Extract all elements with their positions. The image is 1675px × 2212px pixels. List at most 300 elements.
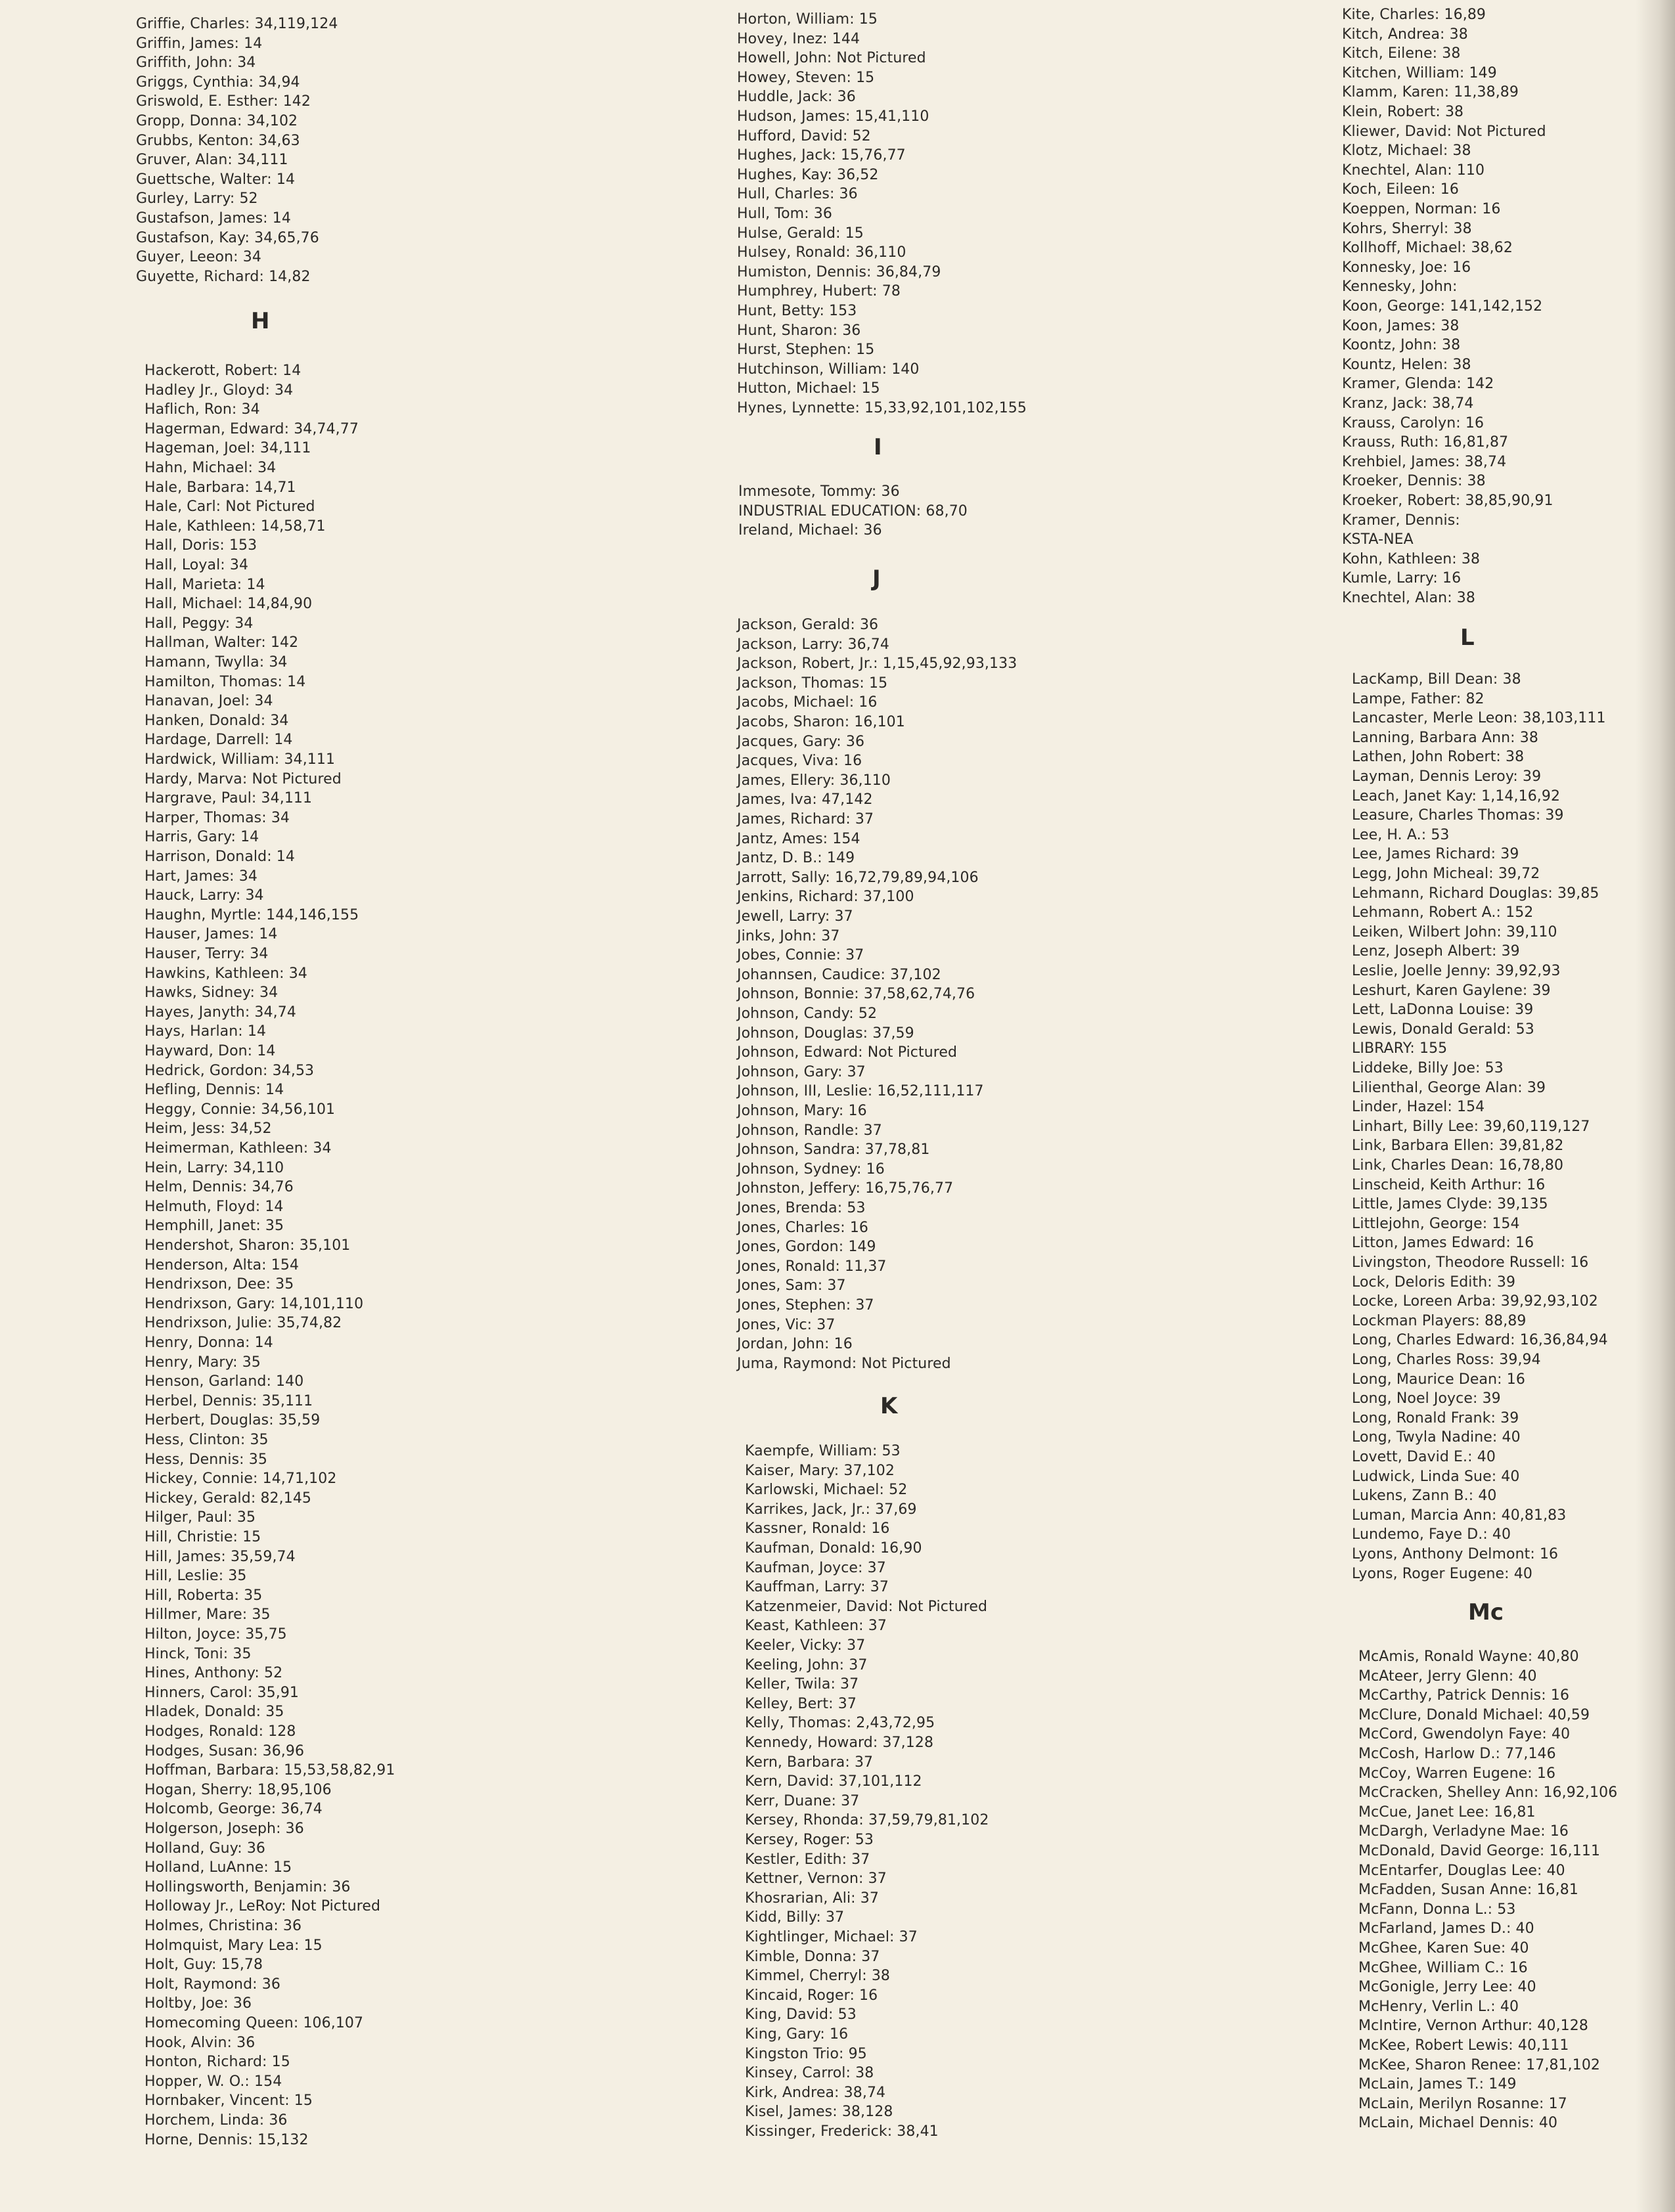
index-entry: Johnson, Bonnie: 37,58,62,74,76	[737, 986, 975, 1003]
index-entry: Hulse, Gerald: 15	[737, 225, 864, 242]
index-entry: Henson, Garland: 140	[145, 1373, 304, 1390]
index-entry: Lukens, Zann B.: 40	[1352, 1488, 1497, 1505]
index-entry: Lilienthal, George Alan: 39	[1352, 1079, 1546, 1096]
index-entry: Heggy, Connie: 34,56,101	[145, 1101, 336, 1118]
index-entry: Hamilton, Thomas: 14	[145, 673, 306, 690]
index-entry: Hanken, Donald: 34	[145, 712, 289, 729]
index-entry: Jackson, Larry: 36,74	[737, 636, 890, 653]
index-entry: Kersey, Roger: 53	[745, 1832, 874, 1848]
index-entry: Long, Noel Joyce: 39	[1352, 1390, 1501, 1407]
index-entry: Holloway Jr., LeRoy: Not Pictured	[145, 1898, 381, 1915]
index-entry: Hilger, Paul: 35	[145, 1509, 256, 1526]
index-entry: Kaufman, Donald: 16,90	[745, 1540, 922, 1557]
index-entry: Litton, James Edward: 16	[1352, 1235, 1534, 1252]
index-entry: Hill, Leslie: 35	[145, 1568, 247, 1585]
index-entry: Jantz, D. B.: 149	[737, 850, 855, 867]
index-entry: Kestler, Edith: 37	[745, 1851, 870, 1868]
index-entry: Holgerson, Joseph: 36	[145, 1821, 304, 1837]
index-entry: Hladek, Donald: 35	[145, 1704, 284, 1721]
index-entry: Jacobs, Sharon: 16,101	[737, 714, 905, 730]
index-entry: Kisel, James: 38,128	[745, 2104, 893, 2121]
index-entry: Hendrixson, Dee: 35	[145, 1276, 294, 1293]
index-entry: Griswold, E. Esther: 142	[136, 93, 311, 110]
index-entry: Linhart, Billy Lee: 39,60,119,127	[1352, 1118, 1590, 1135]
index-entry: Hess, Clinton: 35	[145, 1432, 269, 1448]
index-entry: Lett, LaDonna Louise: 39	[1352, 1002, 1534, 1019]
index-entry: Jordan, John: 16	[737, 1336, 853, 1353]
index-entry: McGhee, William C.: 16	[1358, 1959, 1528, 1976]
index-entry: McAmis, Ronald Wayne: 40,80	[1358, 1648, 1579, 1665]
index-entry: Heim, Jess: 34,52	[145, 1120, 272, 1138]
index-entry: Kollhoff, Michael: 38,62	[1342, 240, 1513, 257]
index-entry: McCosh, Harlow D.: 77,146	[1358, 1746, 1556, 1762]
index-entry: Hill, James: 35,59,74	[145, 1548, 296, 1565]
index-entry: McCoy, Warren Eugene: 16	[1358, 1765, 1556, 1782]
index-entry: Hardage, Darrell: 14	[145, 732, 293, 749]
index-entry: Hawks, Sidney: 34	[145, 984, 279, 1002]
index-entry: Guettsche, Walter: 14	[136, 171, 296, 188]
index-entry: Hallman, Walter: 142	[145, 634, 299, 652]
index-entry: Hayward, Don: 14	[145, 1043, 276, 1059]
index-entry: Kitch, Andrea: 38	[1342, 26, 1468, 43]
index-entry: Hageman, Joel: 34,111	[145, 440, 311, 457]
index-entry: Hodges, Ronald: 128	[145, 1723, 296, 1740]
index-entry: Johnson, Randle: 37	[737, 1122, 882, 1139]
index-entry: Kelly, Thomas: 2,43,72,95	[745, 1715, 935, 1732]
index-entry: Kramer, Dennis:	[1342, 512, 1460, 529]
index-entry: Heimerman, Kathleen: 34	[145, 1140, 332, 1157]
index-entry: Kite, Charles: 16,89	[1342, 7, 1486, 23]
index-entry: Hovey, Inez: 144	[737, 30, 860, 47]
index-entry: Kohrs, Sherryl: 38	[1342, 220, 1472, 237]
index-entry: Layman, Dennis Leroy: 39	[1352, 768, 1542, 785]
index-entry: Kroeker, Robert: 38,85,90,91	[1342, 493, 1553, 509]
index-entry: Johnston, Jeffery: 16,75,76,77	[737, 1180, 954, 1197]
index-entry: Kettner, Vernon: 37	[745, 1870, 887, 1888]
index-entry: Henderson, Alta: 154	[145, 1256, 300, 1273]
section-letter-heading: L	[1460, 625, 1475, 651]
index-entry: Juma, Raymond: Not Pictured	[737, 1355, 951, 1372]
index-entry: Ludwick, Linda Sue: 40	[1352, 1468, 1520, 1485]
index-entry: James, Ellery: 36,110	[737, 772, 891, 789]
index-entry: Lyons, Roger Eugene: 40	[1352, 1565, 1532, 1582]
index-entry: Hamann, Twylla: 34	[145, 654, 288, 671]
index-entry: Keast, Kathleen: 37	[745, 1618, 887, 1635]
index-entry: Gustafson, James: 14	[136, 210, 291, 227]
index-entry: Koeppen, Norman: 16	[1342, 201, 1501, 217]
index-entry: Hulsey, Ronald: 36,110	[737, 244, 906, 261]
index-entry: Leiken, Wilbert John: 39,110	[1352, 923, 1557, 940]
index-entry: Gruver, Alan: 34,111	[136, 152, 288, 169]
index-entry: McCord, Gwendolyn Faye: 40	[1358, 1726, 1571, 1743]
index-entry: King, Gary: 16	[745, 2026, 849, 2043]
index-entry: Lyons, Anthony Delmont: 16	[1352, 1546, 1559, 1562]
index-entry: Guyette, Richard: 14,82	[136, 268, 311, 285]
index-entry: Hodges, Susan: 36,96	[145, 1742, 305, 1759]
index-entry: Hull, Tom: 36	[737, 206, 832, 222]
index-entry: Hein, Larry: 34,110	[145, 1159, 284, 1176]
index-entry: INDUSTRIAL EDUCATION: 68,70	[738, 502, 968, 520]
index-entry: Haughn, Myrtle: 144,146,155	[145, 906, 359, 923]
index-entry: Klotz, Michael: 38	[1342, 143, 1471, 160]
index-entry: Linder, Hazel: 154	[1352, 1099, 1485, 1116]
index-entry: Link, Barbara Ellen: 39,81,82	[1352, 1138, 1564, 1155]
index-entry: Johnson, Gary: 37	[737, 1063, 866, 1080]
index-entry: Locke, Loreen Arba: 39,92,93,102	[1352, 1293, 1598, 1310]
index-entry: Koon, James: 38	[1342, 317, 1460, 334]
index-entry: McGhee, Karen Sue: 40	[1358, 1940, 1529, 1957]
index-entry: LacKamp, Bill Dean: 38	[1352, 671, 1521, 688]
index-entry: Henry, Mary: 35	[145, 1354, 261, 1371]
index-entry: Hynes, Lynnette: 15,33,92,101,102,155	[737, 400, 1027, 416]
index-entry: Hilton, Joyce: 35,75	[145, 1626, 287, 1643]
index-entry: Helmuth, Floyd: 14	[145, 1198, 284, 1215]
index-entry: Kennedy, Howard: 37,128	[745, 1735, 934, 1751]
index-entry: Harper, Thomas: 34	[145, 809, 290, 826]
index-entry: Leslie, Joelle Jenny: 39,92,93	[1352, 963, 1561, 979]
index-entry: Lathen, John Robert: 38	[1352, 749, 1525, 766]
index-entry: Gurley, Larry: 52	[136, 190, 258, 208]
index-entry: Long, Charles Ross: 39,94	[1352, 1352, 1541, 1368]
index-entry: Hackerott, Robert: 14	[145, 363, 302, 379]
index-entry: Jewell, Larry: 37	[737, 908, 853, 925]
index-entry: Kersey, Rhonda: 37,59,79,81,102	[745, 1812, 989, 1829]
index-entry: Kountz, Helen: 38	[1342, 356, 1471, 373]
index-entry: Hughes, Jack: 15,76,77	[737, 147, 906, 164]
index-entry: Humphrey, Hubert: 78	[737, 283, 901, 300]
index-entry: Hauck, Larry: 34	[145, 887, 264, 904]
index-entry: Hendrixson, Julie: 35,74,82	[145, 1315, 342, 1332]
index-entry: Horne, Dennis: 15,132	[145, 2131, 309, 2148]
index-entry: Lancaster, Merle Leon: 38,103,111	[1352, 710, 1606, 727]
index-entry: Hale, Kathleen: 14,58,71	[145, 518, 326, 535]
index-entry: James, Richard: 37	[737, 811, 874, 828]
index-entry: Holland, Guy: 36	[145, 1840, 266, 1857]
index-entry: Hurst, Stephen: 15	[737, 342, 875, 359]
index-entry: Hawkins, Kathleen: 34	[145, 965, 307, 982]
index-entry: Klein, Robert: 38	[1342, 104, 1464, 120]
index-entry: Long, Ronald Frank: 39	[1352, 1409, 1519, 1427]
index-entry: Kidd, Billy: 37	[745, 1909, 845, 1926]
index-entry: Lock, Deloris Edith: 39	[1352, 1273, 1516, 1291]
index-entry: Jobes, Connie: 37	[737, 947, 864, 964]
index-entry: Jarrott, Sally: 16,72,79,89,94,106	[737, 869, 979, 886]
index-entry: Jinks, John: 37	[737, 927, 840, 944]
index-entry: Leach, Janet Kay: 1,14,16,92	[1352, 787, 1561, 805]
index-entry: Jackson, Robert, Jr.: 1,15,45,92,93,133	[737, 655, 1017, 673]
index-entry: Linscheid, Keith Arthur: 16	[1352, 1176, 1546, 1193]
index-entry: Hollingsworth, Benjamin: 36	[145, 1878, 351, 1895]
index-entry: McCracken, Shelley Ann: 16,92,106	[1358, 1784, 1618, 1802]
index-entry: Hall, Michael: 14,84,90	[145, 596, 313, 613]
index-entry: Hauser, James: 14	[145, 926, 278, 943]
index-entry: Holmquist, Mary Lea: 15	[145, 1937, 323, 1954]
index-entry: Holmes, Christina: 36	[145, 1918, 302, 1934]
index-entry: Griffin, James: 14	[136, 35, 263, 52]
index-entry: Leasure, Charles Thomas: 39	[1352, 807, 1564, 824]
index-entry: Hutchinson, William: 140	[737, 361, 920, 378]
index-entry: Knechtel, Alan: 110	[1342, 162, 1485, 179]
index-entry: Lehmann, Richard Douglas: 39,85	[1352, 885, 1599, 902]
index-entry: Link, Charles Dean: 16,78,80	[1352, 1157, 1564, 1174]
index-entry: Gropp, Donna: 34,102	[136, 113, 298, 129]
index-entry: King, David: 53	[745, 2006, 857, 2024]
index-entry: Kassner, Ronald: 16	[745, 1520, 890, 1537]
index-entry: Keller, Twila: 37	[745, 1676, 859, 1693]
index-entry: Krauss, Ruth: 16,81,87	[1342, 434, 1509, 451]
index-entry: Jones, Sam: 37	[737, 1277, 846, 1294]
index-entry: Krauss, Carolyn: 16	[1342, 414, 1485, 431]
index-entry: Hays, Harlan: 14	[145, 1023, 267, 1040]
index-entry: Hillmer, Mare: 35	[145, 1606, 271, 1624]
index-entry: Howey, Steven: 15	[737, 69, 875, 86]
index-entry: Koch, Eileen: 16	[1342, 181, 1459, 198]
index-entry: LIBRARY: 155	[1352, 1040, 1448, 1057]
page-edge-shadow	[1636, 0, 1675, 2212]
index-entry: Hinners, Carol: 35,91	[145, 1684, 300, 1701]
index-entry: McFarland, James D.: 40	[1358, 1920, 1534, 1937]
index-entry: Kelley, Bert: 37	[745, 1695, 857, 1712]
index-entry: Krehbiel, James: 38,74	[1342, 453, 1507, 470]
index-entry: Jones, Brenda: 53	[737, 1200, 866, 1216]
index-entry: Hickey, Gerald: 82,145	[145, 1490, 312, 1507]
index-entry: McDargh, Verladyne Mae: 16	[1358, 1823, 1569, 1840]
index-entry: Herbel, Dennis: 35,111	[145, 1392, 313, 1409]
index-entry: Hall, Loyal: 34	[145, 557, 249, 573]
index-entry: McDonald, David George: 16,111	[1358, 1843, 1601, 1859]
index-entry: Jones, Vic: 37	[737, 1316, 836, 1333]
index-entry: Kern, Barbara: 37	[745, 1754, 874, 1771]
index-entry: Jackson, Gerald: 36	[737, 617, 879, 633]
index-entry: Hoffman, Barbara: 15,53,58,82,91	[145, 1762, 395, 1779]
index-entry: Kern, David: 37,101,112	[745, 1773, 922, 1790]
index-entry: Kimmel, Cherryl: 38	[745, 1968, 891, 1985]
index-entry: Kaiser, Mary: 37,102	[745, 1462, 895, 1479]
index-entry: Johnson, III, Leslie: 16,52,111,117	[737, 1083, 984, 1100]
index-entry: Littlejohn, George: 154	[1352, 1215, 1520, 1232]
index-entry: Hook, Alvin: 36	[145, 2034, 256, 2051]
index-entry: Holcomb, George: 36,74	[145, 1801, 323, 1818]
index-entry: Lenz, Joseph Albert: 39	[1352, 943, 1520, 960]
index-entry: Hall, Peggy: 34	[145, 615, 254, 632]
index-entry: McFadden, Susan Anne: 16,81	[1358, 1882, 1578, 1899]
index-entry: Holt, Raymond: 36	[145, 1976, 280, 1993]
section-letter-heading: H	[251, 308, 270, 334]
index-entry: Luman, Marcia Ann: 40,81,83	[1352, 1507, 1567, 1524]
index-entry: Kaempfe, William: 53	[745, 1443, 901, 1459]
index-entry: McFann, Donna L.: 53	[1358, 1901, 1516, 1918]
index-entry: Hughes, Kay: 36,52	[737, 166, 879, 183]
index-entry: Lockman Players: 88,89	[1352, 1312, 1527, 1329]
index-entry: McCue, Janet Lee: 16,81	[1358, 1803, 1536, 1821]
index-entry: Jacques, Gary: 36	[737, 733, 865, 750]
index-entry: McHenry, Verlin L.: 40	[1358, 1998, 1519, 2015]
index-entry: Kauffman, Larry: 37	[745, 1579, 889, 1596]
index-entry: McLain, Merilyn Rosanne: 17	[1358, 2095, 1567, 2112]
index-entry: Jones, Charles: 16	[737, 1219, 869, 1236]
index-entry: Immesote, Tommy: 36	[738, 483, 900, 500]
index-entry: Hayes, Janyth: 34,74	[145, 1004, 296, 1021]
index-entry: Liddeke, Billy Joe: 53	[1352, 1060, 1504, 1076]
index-entry: James, Iva: 47,142	[737, 791, 873, 808]
index-entry: McCarthy, Patrick Dennis: 16	[1358, 1687, 1570, 1704]
index-entry: Jacobs, Michael: 16	[737, 694, 878, 711]
index-entry: Harrison, Donald: 14	[145, 849, 295, 865]
index-entry: McLain, James T.: 149	[1358, 2076, 1517, 2093]
index-entry: Horton, William: 15	[737, 11, 878, 28]
index-entry: Hardy, Marva: Not Pictured	[145, 770, 342, 787]
index-entry: Long, Charles Edward: 16,36,84,94	[1352, 1332, 1608, 1349]
index-entry: Holt, Guy: 15,78	[145, 1957, 263, 1974]
index-entry: Jones, Stephen: 37	[737, 1297, 874, 1314]
index-entry: McLain, Michael Dennis: 40	[1358, 2115, 1558, 2132]
index-entry: Kramer, Glenda: 142	[1342, 376, 1494, 393]
index-entry: Kranz, Jack: 38,74	[1342, 395, 1474, 412]
index-entry: Kliewer, David: Not Pictured	[1342, 123, 1546, 140]
index-entry: Lee, H. A.: 53	[1352, 826, 1450, 843]
index-entry: Long, Maurice Dean: 16	[1352, 1371, 1525, 1388]
index-entry: Johannsen, Caudice: 37,102	[737, 966, 941, 983]
index-entry: Karlowski, Michael: 52	[745, 1482, 908, 1499]
index-entry: Griffie, Charles: 34,119,124	[136, 16, 338, 32]
index-entry: Kirk, Andrea: 38,74	[745, 2084, 886, 2101]
index-entry: Hinck, Toni: 35	[145, 1645, 252, 1662]
index-entry: Kennesky, John:	[1342, 278, 1458, 296]
index-entry: Hanavan, Joel: 34	[145, 693, 273, 710]
index-entry: McClure, Donald Michael: 40,59	[1358, 1706, 1590, 1723]
index-entry: Horchem, Linda: 36	[145, 2112, 288, 2129]
index-entry: Honton, Richard: 15	[145, 2054, 290, 2071]
index-entry: Guyer, Leeon: 34	[136, 249, 261, 266]
index-entry: Hedrick, Gordon: 34,53	[145, 1062, 315, 1079]
section-letter-heading: J	[872, 565, 881, 592]
index-entry: Jones, Ronald: 11,37	[737, 1258, 887, 1275]
index-entry: Kaufman, Joyce: 37	[745, 1559, 886, 1576]
index-entry: Johnson, Edward: Not Pictured	[737, 1044, 958, 1061]
index-entry: Kitchen, William: 149	[1342, 64, 1497, 81]
index-entry: Kightlinger, Michael: 37	[745, 1929, 918, 1945]
index-entry: Huddle, Jack: 36	[737, 89, 856, 106]
index-entry: Legg, John Micheal: 39,72	[1352, 866, 1540, 882]
index-entry: McEntarfer, Douglas Lee: 40	[1358, 1862, 1565, 1879]
index-entry: Hunt, Betty: 153	[737, 303, 857, 319]
index-entry: Humiston, Dennis: 36,84,79	[737, 263, 941, 280]
index-entry: Hale, Barbara: 14,71	[145, 479, 296, 496]
index-entry: Henry, Donna: 14	[145, 1335, 273, 1351]
index-entry: Haflich, Ron: 34	[145, 401, 260, 418]
index-entry: Hill, Christie: 15	[145, 1529, 261, 1545]
section-letter-heading: K	[880, 1393, 898, 1419]
index-entry: Kimble, Donna: 37	[745, 1948, 880, 1965]
index-entry: Kroeker, Dennis: 38	[1342, 473, 1486, 490]
index-entry: Griggs, Cynthia: 34,94	[136, 74, 300, 91]
index-entry: Herbert, Douglas: 35,59	[145, 1412, 321, 1429]
index-entry: Kissinger, Frederick: 38,41	[745, 2123, 939, 2140]
index-entry: McAteer, Jerry Glenn: 40	[1358, 1668, 1537, 1685]
index-entry: Hogan, Sherry: 18,95,106	[145, 1781, 332, 1798]
index-entry: Konnesky, Joe: 16	[1342, 259, 1471, 276]
index-entry: Kingston Trio: 95	[745, 2045, 867, 2062]
index-entry: Hendershot, Sharon: 35,101	[145, 1237, 351, 1254]
index-entry: Hines, Anthony: 52	[145, 1665, 283, 1682]
index-entry: Hufford, David: 52	[737, 127, 871, 144]
index-entry: Lehmann, Robert A.: 152	[1352, 904, 1534, 921]
index-entry: Johnson, Candy: 52	[737, 1006, 878, 1022]
index-entry: Hill, Roberta: 35	[145, 1587, 263, 1604]
index-entry: Holland, LuAnne: 15	[145, 1859, 292, 1876]
index-entry: McIntire, Vernon Arthur: 40,128	[1358, 2018, 1588, 2035]
index-entry: Hudson, James: 15,41,110	[737, 108, 929, 125]
index-entry: Kincaid, Roger: 16	[745, 1987, 878, 2004]
index-entry: Lanning, Barbara Ann: 38	[1352, 729, 1538, 746]
index-entry: Griffith, John: 34	[136, 55, 256, 72]
index-entry: Kohn, Kathleen: 38	[1342, 550, 1481, 567]
index-entry: Hart, James: 34	[145, 868, 257, 885]
index-entry: Kerr, Duane: 37	[745, 1792, 860, 1809]
index-entry: Kumle, Larry: 16	[1342, 570, 1462, 587]
index-entry: Grubbs, Kenton: 34,63	[136, 132, 300, 149]
index-entry: Hendrixson, Gary: 14,101,110	[145, 1295, 364, 1312]
index-entry: Harris, Gary: 14	[145, 829, 259, 846]
index-entry: Hull, Charles: 36	[737, 186, 858, 203]
index-entry: Hutton, Michael: 15	[737, 380, 880, 397]
index-entry: Koontz, John: 38	[1342, 337, 1461, 354]
index-entry: Keeler, Vicky: 37	[745, 1637, 866, 1654]
index-entry: Jenkins, Richard: 37,100	[737, 889, 914, 906]
index-entry: Gustafson, Kay: 34,65,76	[136, 229, 319, 246]
index-entry: Keeling, John: 37	[745, 1656, 868, 1673]
section-letter-heading: Mc	[1468, 1599, 1504, 1626]
index-entry: Little, James Clyde: 39,135	[1352, 1196, 1548, 1213]
index-entry: Helm, Dennis: 34,76	[145, 1179, 294, 1196]
index-entry: Koon, George: 141,142,152	[1342, 298, 1543, 315]
index-entry: Hemphill, Janet: 35	[145, 1218, 284, 1235]
index-entry: Hall, Doris: 153	[145, 537, 257, 554]
index-entry: Jantz, Ames: 154	[737, 830, 860, 847]
index-entry: McGonigle, Jerry Lee: 40	[1358, 1979, 1536, 1996]
index-entry: Lundemo, Faye D.: 40	[1352, 1526, 1511, 1543]
index-entry: Leshurt, Karen Gaylene: 39	[1352, 982, 1551, 999]
index-entry: Hall, Marieta: 14	[145, 576, 265, 593]
index-entry: Knechtel, Alan: 38	[1342, 590, 1475, 606]
index-entry: Johnson, Douglas: 37,59	[737, 1025, 914, 1042]
index-entry: Khosrarian, Ali: 37	[745, 1890, 879, 1907]
index-entry: Ireland, Michael: 36	[738, 522, 882, 539]
index-entry: Hickey, Connie: 14,71,102	[145, 1471, 337, 1488]
section-letter-heading: I	[874, 434, 882, 460]
index-entry: Jones, Gordon: 149	[737, 1239, 876, 1256]
index-entry: Hardwick, William: 34,111	[145, 751, 336, 768]
index-entry: Homecoming Queen: 106,107	[145, 2015, 364, 2031]
index-entry: Kitch, Eilene: 38	[1342, 45, 1461, 62]
index-entry: Hadley Jr., Gloyd: 34	[145, 382, 294, 399]
index-entry: Klamm, Karen: 11,38,89	[1342, 84, 1519, 101]
index-entry: KSTA-NEA	[1342, 531, 1414, 548]
index-entry: Hess, Dennis: 35	[145, 1451, 267, 1468]
index-entry: Lampe, Father: 82	[1352, 690, 1485, 707]
index-entry: Hargrave, Paul: 34,111	[145, 790, 313, 807]
index-entry: Katzenmeier, David: Not Pictured	[745, 1598, 988, 1615]
index-entry: Hunt, Sharon: 36	[737, 322, 861, 339]
index-entry: Jacques, Viva: 16	[737, 753, 862, 770]
index-entry: Howell, John: Not Pictured	[737, 50, 926, 67]
index-entry: Livingston, Theodore Russell: 16	[1352, 1254, 1589, 1271]
index-entry: Lewis, Donald Gerald: 53	[1352, 1021, 1534, 1038]
index-entry: Hagerman, Edward: 34,74,77	[145, 420, 359, 437]
index-entry: McKee, Sharon Renee: 17,81,102	[1358, 2056, 1601, 2073]
index-entry: Hornbaker, Vincent: 15	[145, 2092, 313, 2110]
index-entry: Johnson, Mary: 16	[737, 1103, 867, 1119]
